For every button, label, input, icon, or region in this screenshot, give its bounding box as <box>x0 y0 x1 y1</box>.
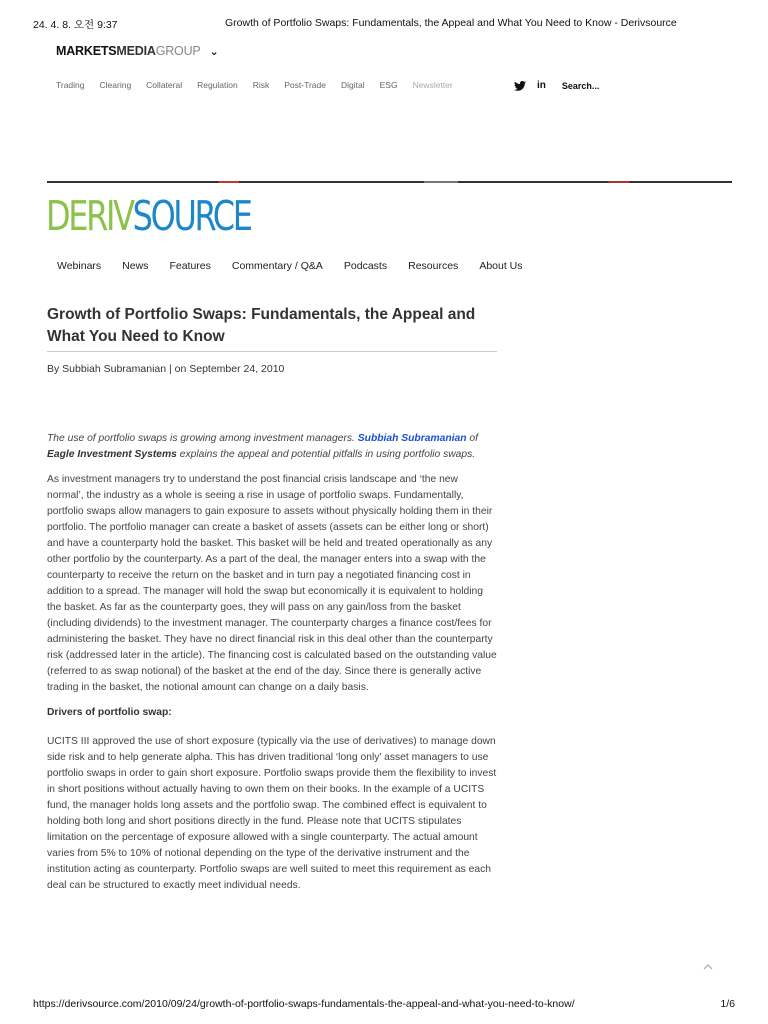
topnav-regulation[interactable]: Regulation <box>197 80 238 90</box>
nav-resources[interactable]: Resources <box>408 260 459 272</box>
intro-text-b: of <box>466 433 478 444</box>
article-body <box>47 431 497 903</box>
title-divider <box>47 351 497 352</box>
logo-word-arkets: ARKETS <box>66 44 117 58</box>
print-date: 24. 4. 8. 오전 9:37 <box>33 19 118 31</box>
topnav-newsletter[interactable]: Newsletter <box>412 80 453 90</box>
nav-about-us[interactable]: About Us <box>479 260 523 272</box>
author-link[interactable]: Subbiah Subramanian <box>357 433 467 444</box>
nav-features[interactable]: Features <box>169 260 211 272</box>
print-url: https://derivsource.com/2010/09/24/growth-of-portfolio-swaps-fundamentals-the-appeal-and-what-you-need-to-know/ <box>33 998 575 1010</box>
company-name: Eagle Investment Systems <box>47 449 177 460</box>
article-intro <box>47 431 497 463</box>
top-nav <box>56 80 468 90</box>
topnav-post-trade[interactable]: Post-Trade <box>284 80 326 90</box>
topnav-digital[interactable]: Digital <box>340 80 365 90</box>
markets-media-group-logo[interactable] <box>56 44 201 58</box>
logo-word-media: MEDIA <box>116 44 156 58</box>
logo-letter-m: M <box>56 44 67 58</box>
logo-source: SOURCE <box>132 192 251 240</box>
topnav-risk[interactable]: Risk <box>252 80 270 90</box>
article-subheading: Drivers of portfolio swap: <box>47 707 172 718</box>
search-link[interactable]: Search... <box>561 80 600 91</box>
topnav-esg[interactable]: ESG <box>379 80 398 90</box>
nav-podcasts[interactable]: Podcasts <box>343 260 388 272</box>
logo-deriv: DERIV <box>46 192 133 240</box>
topnav-trading[interactable]: Trading <box>56 80 85 90</box>
derivsource-logo[interactable] <box>46 192 251 240</box>
intro-text-c: explains the appeal and potential pitfalls in using portfolio swaps. <box>176 449 476 460</box>
chevron-down-icon[interactable]: ⌄ <box>209 45 219 58</box>
header-divider <box>47 181 732 183</box>
topnav-clearing[interactable]: Clearing <box>99 80 132 90</box>
article-paragraph-1: As investment managers try to understand the post financial crisis landscape and ‘the new normal’, the industry as a whole is seeing a rise in usage of portfolio swaps. Fundamentally, portfolio swaps allow managers to gain exposure to assets without physically holding them in their portfolio. The portfolio manager can create a basket of assets (assets can be either long or short) and have a counterparty hold the basket. This basket will be held and treated operationally as any other portfolio by the counterparty. As a part of the deal, the manager enters into a swap with the counterparty to receive the return on the basket and in turn pay a negotiated financing cost in addition to a spread. The manager will hold the swap but economically it is equivalent to holding the basket. As far as the counterparty goes, they will pass on any gain/loss from the basket (including dividends) to the investment manager. The counterparty charges a finance cost/fees for administering the basket. They have no direct financial risk in this deal other than the counterparty risk (addressed later in the article). The financing cost is calculated based on the outstanding value (referred to as swap notional) of the basket at the end of the day. Since there is generally active trading in the basket, the notional amount can change on a daily basis. <box>47 474 497 693</box>
article-paragraph-2: UCITS III approved the use of short exposure (typically via the use of derivatives) to manage down side risk and to help generate alpha. This has driven traditional ‘long only’ asset managers to use portfolio swaps in order to gain short exposure. Portfolio swaps provide them the flexibility to invest in short positions without actually having to own them on their books. In the example of a UCITS fund, the manager holds long assets and the portfolio swap. The combined effect is equivalent to holding both long and short positions directly in the fund. Please note that UCITS stipulates limitation on the percentage of exposure allowed with a single counterparty. The actual amount varies from 5% to 10% of notional depending on the type of the derivative instrument and the institution acting as counterparty. Portfolio swaps are well suited to meet this requirement as each deal can be structured to exactly meet individual needs. <box>47 736 497 891</box>
twitter-icon[interactable] <box>514 81 526 91</box>
nav-webinars[interactable]: Webinars <box>57 260 102 272</box>
nav-commentary[interactable]: Commentary / Q&A <box>231 260 323 272</box>
nav-news[interactable]: News <box>122 260 149 272</box>
logo-word-group: GROUP <box>155 44 201 58</box>
chevron-up-icon[interactable] <box>703 962 713 972</box>
print-title: Growth of Portfolio Swaps: Fundamentals, the Appeal and What You Need to Know - Derivsource <box>225 17 677 29</box>
main-nav <box>57 260 544 272</box>
social-bar <box>514 80 599 91</box>
topnav-collateral[interactable]: Collateral <box>146 80 183 90</box>
print-page-number: 1/6 <box>720 998 735 1010</box>
article-byline: By Subbiah Subramanian | on September 24, 2010 <box>47 363 285 375</box>
article-title: Growth of Portfolio Swaps: Fundamentals, the Appeal and What You Need to Know <box>47 306 476 345</box>
markets-media-group-bar <box>56 44 219 58</box>
intro-text-a: The use of portfolio swaps is growing among investment managers. <box>47 433 358 444</box>
linkedin-icon[interactable]: in <box>537 80 546 91</box>
